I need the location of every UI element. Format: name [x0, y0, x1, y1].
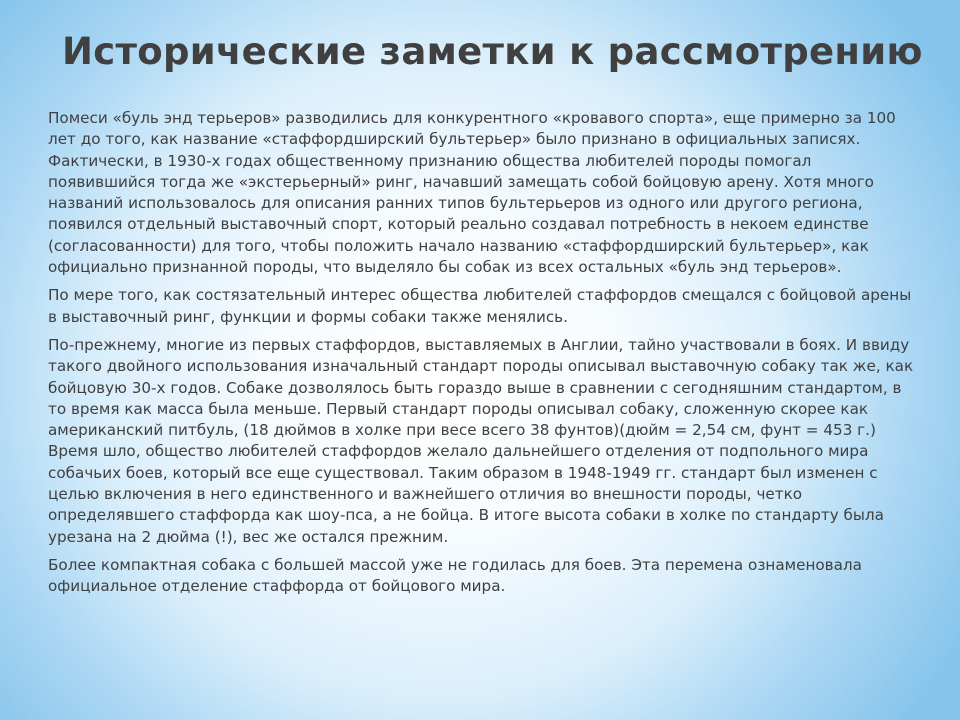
paragraph-3: По-прежнему, многие из первых стаффордов, выставляемых в Англии, тайно участвовали в боях. И ввиду такого двойного использования изначальный стандарт породы описывал выставочную собаку так же, как бойцовую 30-х годов. Собаке дозволялось быть гораздо выше в сравнении с сегодняшним стандартом, в то время как масса была меньше. Первый стандарт породы описывал собаку, сложенную скорее как американский питбуль, (18 дюймов в холке при весе всего 38 фунтов)(дюйм = 2,54 см, фунт = 453 г.) Время шло, общество любителей стаффордов желало дальнейшего отделения от подпольного мира собачьих боев, который все еще существовал. Таким образом в 1948-1949 гг. стандарт был изменен с целью включения в него единственного и важнейшего отличия во внешности породы, четко определявшего стаффорда как шоу-пса, а не бойца. В итоге высота собаки в холке по стандарту была урезана на 2 дюйма (!), вес же остался прежним.: [48, 335, 914, 546]
slide-title: Исторические заметки к рассмотрению: [62, 30, 923, 73]
slide-body: [48, 108, 914, 605]
paragraph-4: Более компактная собака с большей массой уже не годилась для боев. Эта перемена ознаменовала официальное отделение стаффорда от бойцового мира.: [48, 555, 862, 596]
paragraph-1: Помеси «буль энд терьеров» разводились для конкурентного «кровавого спорта», еще примерно за 100 лет до того, как название «стаффордширский бультерьер» было признано в официальных записях. Фактически, в 1930-х годах общественному признанию общества любителей породы помогал появившийся тогда же «экстерьерный» ринг, начавший замещать собой бойцовую арену. Хотя много названий использовалось для описания ранних типов бультерьеров из одного или другого региона, появился отдельный выставочный спорт, который реально создавал потребность в некоем единстве (согласованности) для того, чтобы положить начало названию «стаффордширский бультерьер», как официально признанной породы, что выделяло бы собак из всех остальных «буль энд терьеров».: [48, 109, 896, 277]
paragraph-2: По мере того, как состязательный интерес общества любителей стаффордов смещался с бойцовой арены в выставочный ринг, функции и формы собаки также менялись.: [48, 286, 912, 326]
